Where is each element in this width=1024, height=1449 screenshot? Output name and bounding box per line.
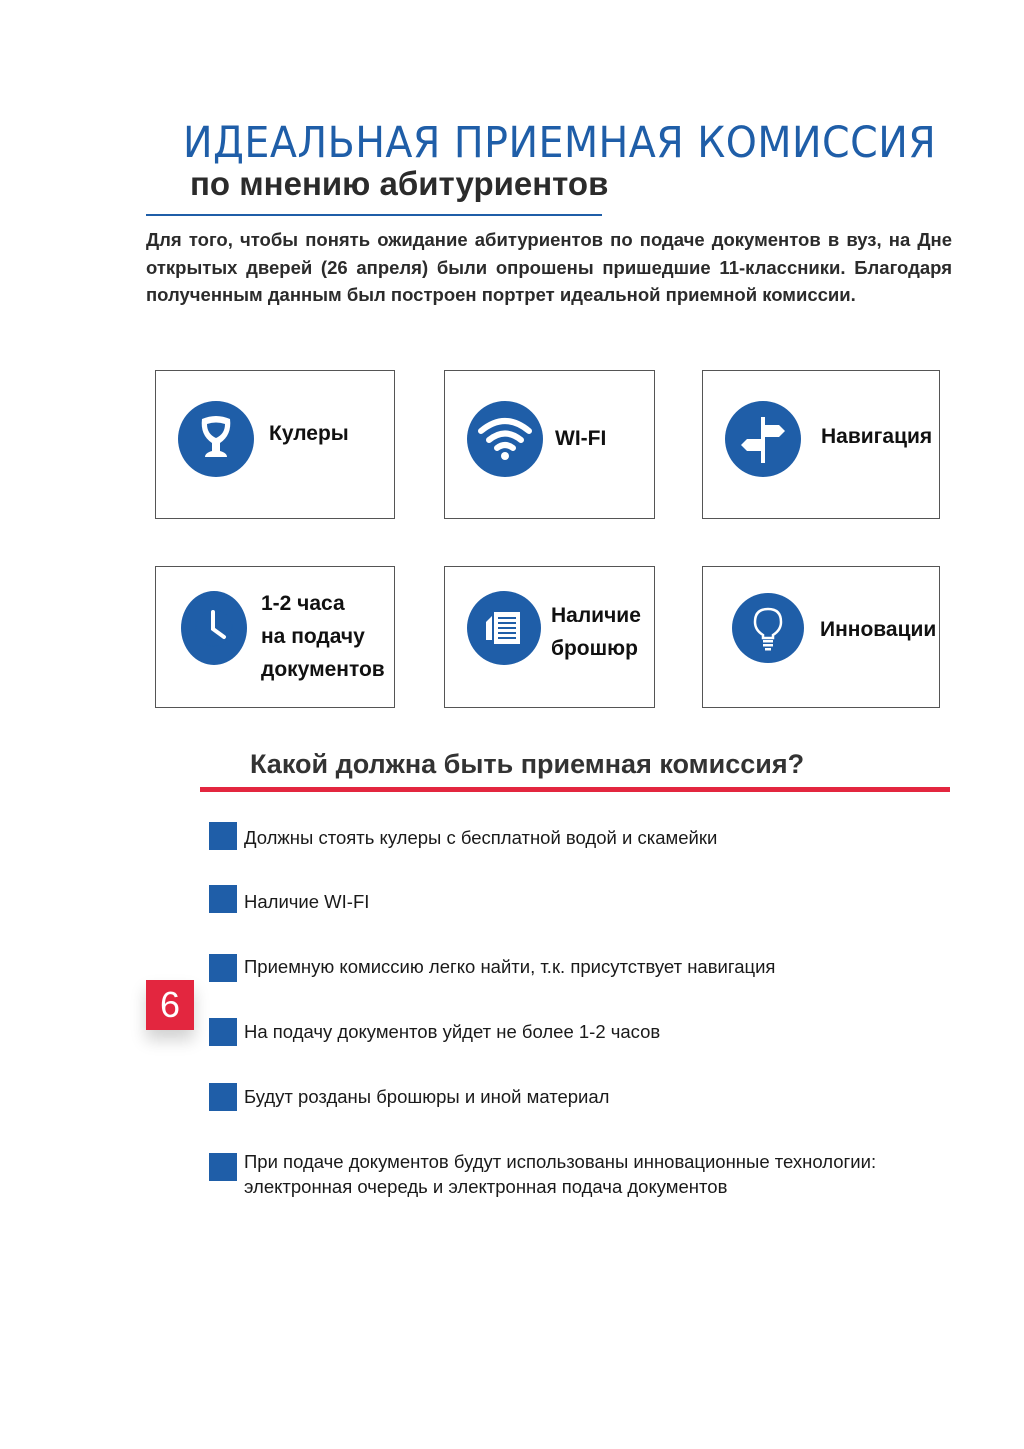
brochure-icon [467, 591, 541, 665]
card-label: на подачу [261, 625, 365, 648]
card-label: брошюр [551, 637, 638, 660]
section-title: Какой должна быть приемная комиссия? [250, 749, 805, 779]
page-number: 6 [146, 980, 194, 1030]
card-wifi [444, 370, 655, 519]
water-glass-icon [178, 401, 254, 477]
list-bullet [209, 1153, 237, 1181]
card-label: Инновации [820, 618, 937, 641]
intro-paragraph: Для того, чтобы понять ожидание абитуриентов по подаче документов в вуз, на Дне открытых дверей (26 апреля) были опрошены пришедшие 11-классники. Благодаря полученным данным был построен портрет идеальной приемной комиссии. [146, 229, 952, 305]
list-item: На подачу документов уйдет не более 1-2 часов [244, 1021, 661, 1042]
list-item: При подаче документов будут использованы инновационные технологии: электронная очередь и электронная подача документов [244, 1151, 877, 1197]
title-divider [146, 214, 602, 216]
list-bullet [209, 954, 237, 982]
list-bullet [209, 822, 237, 850]
list-bullet [209, 1018, 237, 1046]
list-item: Приемную комиссию легко найти, т.к. присутствует навигация [244, 956, 776, 977]
section-divider [200, 787, 950, 792]
signpost-icon [725, 401, 801, 477]
page-title: ИДЕАЛЬНАЯ ПРИЕМНАЯ КОМИССИЯ [183, 118, 937, 168]
card-label: WI-FI [555, 427, 607, 450]
list-item: Должны стоять кулеры с бесплатной водой и скамейки [244, 827, 718, 848]
wifi-icon [467, 401, 543, 477]
card-label: Наличие [551, 604, 641, 627]
card-label: документов [261, 658, 385, 681]
lightbulb-icon [732, 593, 804, 663]
card-label: Кулеры [269, 422, 349, 445]
card-label: 1-2 часа [261, 592, 345, 615]
card-coolers [155, 370, 395, 519]
page-subtitle: по мнению абитуриентов [190, 165, 609, 202]
list-item: Будут розданы брошюры и иной материал [244, 1086, 610, 1107]
list-item: Наличие WI-FI [244, 891, 370, 912]
card-innovations [702, 566, 940, 708]
card-label: Навигация [821, 425, 933, 448]
list-bullet [209, 885, 237, 913]
card-time [155, 566, 395, 708]
card-navigation [702, 370, 940, 519]
list-bullet [209, 1083, 237, 1111]
clock-icon [181, 591, 247, 665]
card-brochures [444, 566, 655, 708]
